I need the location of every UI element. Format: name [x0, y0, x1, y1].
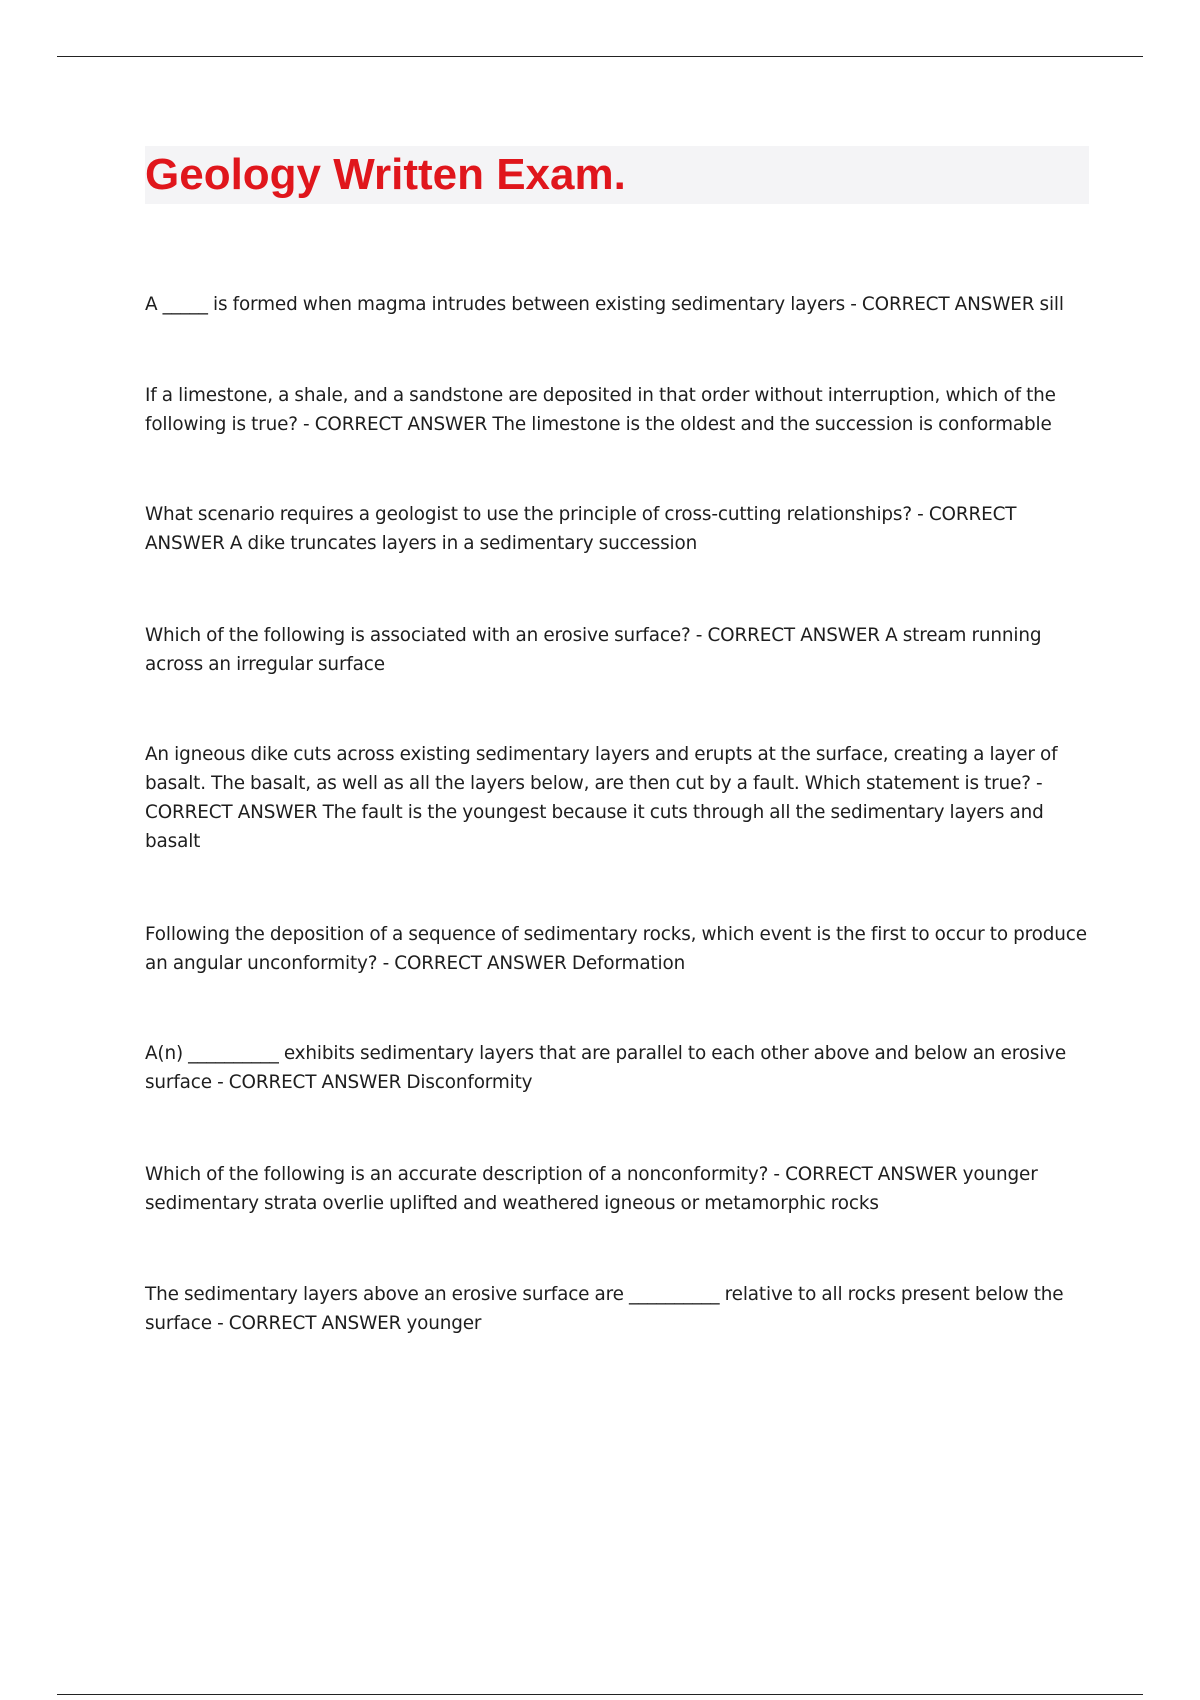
qa-item-9: The sedimentary layers above an erosive surface are __________ relative to all rocks present below the surface - CORRECT ANSWER younger — [145, 1284, 1064, 1334]
bottom-rule — [57, 1694, 1143, 1695]
top-rule — [57, 56, 1143, 57]
qa-item-7: A(n) __________ exhibits sedimentary layers that are parallel to each other above and below an erosive surface - CORRECT ANSWER Disconformity — [145, 1043, 1067, 1093]
qa-item-8: Which of the following is an accurate description of a nonconformity? - CORRECT ANSWER younger sedimentary strata overlie uplifted and weathered igneous or metamorphic rocks — [145, 1164, 1038, 1214]
qa-item-4: Which of the following is associated with an erosive surface? - CORRECT ANSWER A stream running across an irregular surface — [145, 625, 1042, 675]
document-title: Geology Written Exam. — [145, 150, 626, 199]
qa-item-5: An igneous dike cuts across existing sedimentary layers and erupts at the surface, creating a layer of basalt. The basalt, as well as all the layers below, are then cut by a fault. Which statement is true? - CORRECT ANSWER The fault is the youngest because it cuts through all the sedimentary layers and basalt — [145, 744, 1058, 852]
qa-item-3: What scenario requires a geologist to use the principle of cross-cutting relationships? - CORRECT ANSWER A dike truncates layers in a sedimentary succession — [145, 504, 1017, 554]
title-band — [145, 146, 1089, 204]
qa-item-1: A _____ is formed when magma intrudes between existing sedimentary layers - CORRECT ANSWER sill — [145, 294, 1064, 315]
qa-item-6: Following the deposition of a sequence of sedimentary rocks, which event is the first to occur to produce an angular unconformity? - CORRECT ANSWER Deformation — [145, 924, 1087, 974]
qa-item-2: If a limestone, a shale, and a sandstone are deposited in that order without interruption, which of the following is true? - CORRECT ANSWER The limestone is the oldest and the succession is conformable — [145, 385, 1056, 435]
